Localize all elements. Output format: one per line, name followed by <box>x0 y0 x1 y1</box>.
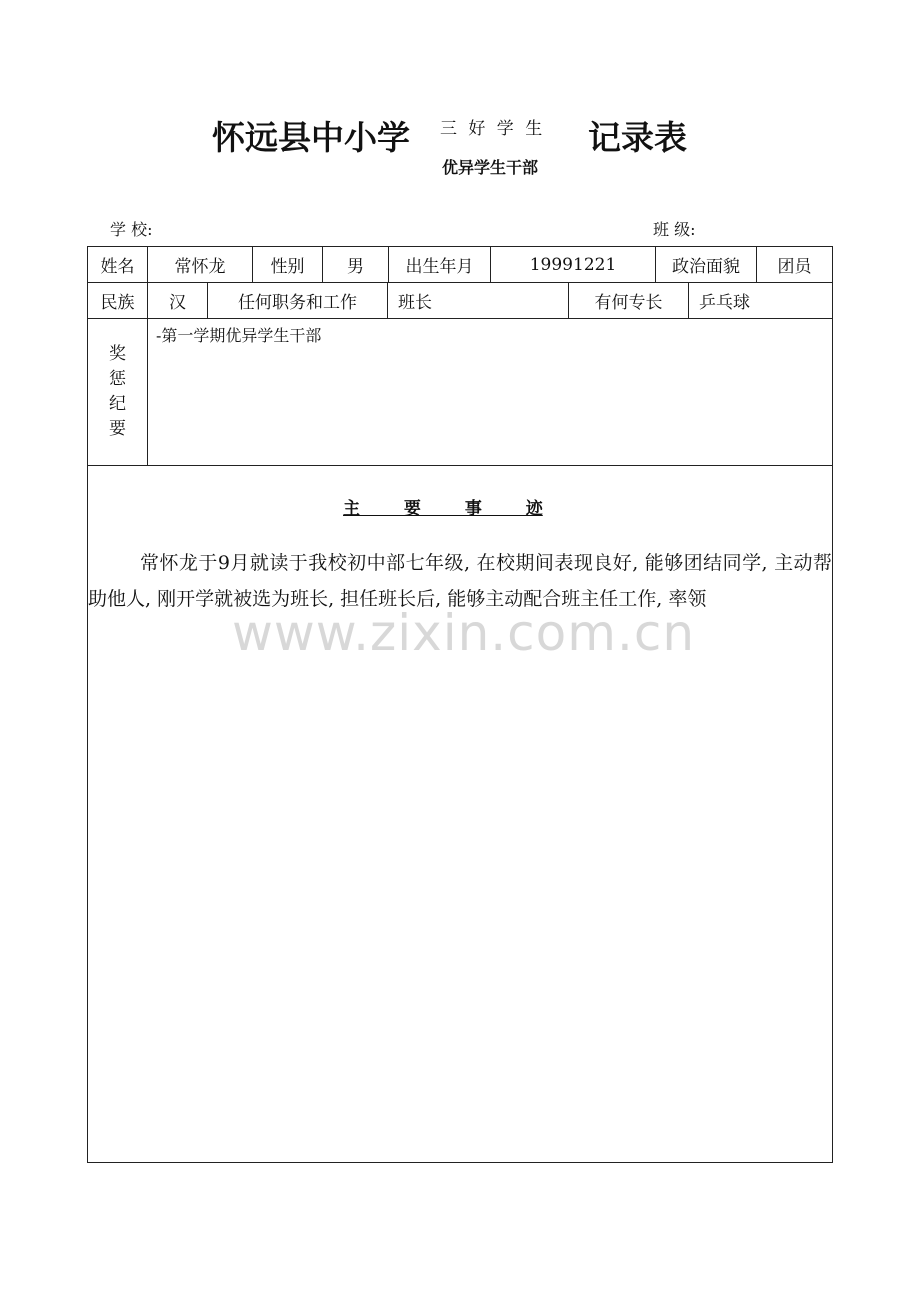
birth-value: 19991221 <box>491 247 656 282</box>
ethnic-label: 民族 <box>88 283 148 318</box>
position-value: 班长 <box>388 283 569 318</box>
form-row-basic <box>88 247 832 283</box>
awards-label-char: 奖 <box>109 344 126 364</box>
specialty-label: 有何专长 <box>569 283 689 318</box>
awards-label <box>88 319 148 465</box>
form-row-position <box>88 283 832 319</box>
watermark: www.zixin.com.cn <box>232 604 696 662</box>
class-label: 班 级: <box>653 220 696 239</box>
ethnic-value: 汉 <box>148 283 208 318</box>
deeds-text: 常怀龙于9月就读于我校初中部七年级, 在校期间表现良好, 能够团结同学, 主动帮助他人, 刚开学就被选为班长, 担任班长后, 能够主动配合班主任工作, 率领 <box>88 552 832 610</box>
title-option-merit-student: 三 好 学 生 <box>440 119 543 139</box>
gender-label: 性别 <box>253 247 323 282</box>
awards-content: -第一学期优异学生干部 <box>156 326 322 345</box>
political-label: 政治面貌 <box>656 247 757 282</box>
political-value: 团员 <box>777 257 812 277</box>
title-option-student-cadre: 优异学生干部 <box>442 158 539 177</box>
awards-label-char: 惩 <box>109 369 126 389</box>
birth-label: 出生年月 <box>389 247 491 282</box>
awards-label-char: 纪 <box>109 394 126 414</box>
deeds-title: 主 要 事 迹 <box>343 499 543 519</box>
name-value: 常怀龙 <box>148 247 253 282</box>
awards-label-char: 要 <box>109 419 126 439</box>
specialty-value: 乒乓球 <box>699 293 750 313</box>
form-row-awards <box>88 319 832 466</box>
name-label: 姓名 <box>88 247 148 282</box>
page-title-left: 怀远县中小学 <box>212 118 410 157</box>
position-label: 任何职务和工作 <box>208 283 388 318</box>
page-title-right: 记录表 <box>588 118 687 157</box>
gender-value: 男 <box>323 247 389 282</box>
record-form <box>87 246 833 1163</box>
school-label: 学 校: <box>110 220 153 239</box>
